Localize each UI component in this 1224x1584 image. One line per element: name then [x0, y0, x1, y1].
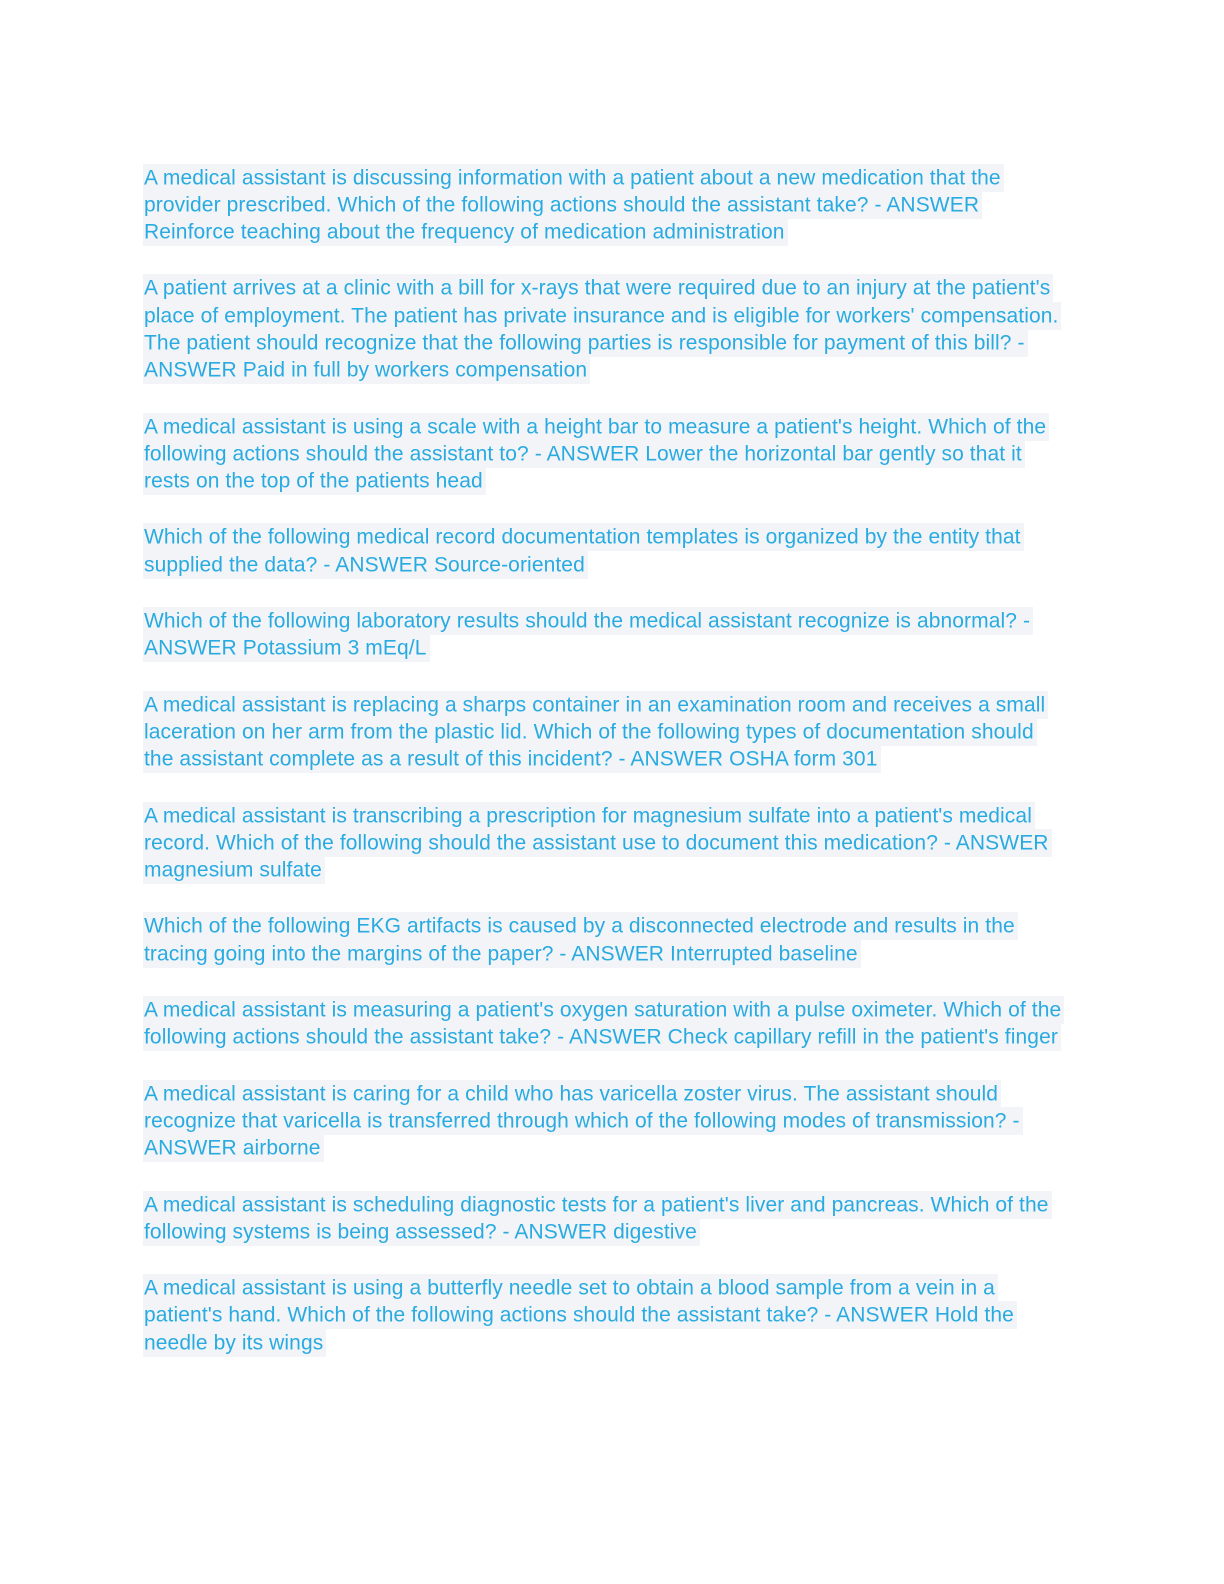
qa-text: A medical assistant is using a butterfly needle set to obtain a blood sample from a vein in a patient's hand. Which of the following actions should the assistant take? - ANSWER Hold the needle by its wings: [143, 1274, 1017, 1357]
qa-text: A medical assistant is scheduling diagnostic tests for a patient's liver and pancreas. Which of the following systems is being assessed? - ANSWER digestive: [143, 1191, 1052, 1246]
qa-paragraph: [143, 691, 1065, 773]
qa-text: A medical assistant is using a scale with a height bar to measure a patient's height. Which of the following actions should the assistant to? - ANSWER Lower the horizontal bar gently so that it rests on the top of the patients head: [143, 413, 1049, 496]
qa-paragraph: [143, 802, 1065, 884]
qa-paragraph: [143, 1080, 1065, 1162]
qa-paragraph: [143, 275, 1065, 384]
qa-text: Which of the following EKG artifacts is caused by a disconnected electrode and results in the tracing going into the margins of the paper? - ANSWER Interrupted baseline: [143, 912, 1018, 967]
qa-paragraph: [143, 1275, 1065, 1357]
qa-paragraph: [143, 997, 1065, 1052]
qa-text: A patient arrives at a clinic with a bill for x-rays that were required due to an injury at the patient's place of employment. The patient has private insurance and is eligible for workers' compensation. The patient should recognize that the following parties is responsible for payment of this bill? - ANSWER Paid in full by workers compensation: [143, 274, 1061, 384]
qa-text: A medical assistant is measuring a patient's oxygen saturation with a pulse oximeter. Which of the following actions should the assistant take? - ANSWER Check capillary refill in the patient's finger: [143, 996, 1064, 1051]
qa-text: Which of the following medical record documentation templates is organized by the entity that supplied the data? - ANSWER Source-oriented: [143, 523, 1024, 578]
qa-text: A medical assistant is discussing information with a patient about a new medication that the provider prescribed. Which of the following actions should the assistant take? - ANSWER Reinforce teaching about the frequency of medication administration: [143, 164, 1004, 247]
qa-paragraph: [143, 164, 1065, 246]
qa-text: A medical assistant is transcribing a prescription for magnesium sulfate into a patient's medical record. Which of the following should the assistant use to document this medication? - ANSWER magnesium sulfate: [143, 802, 1052, 885]
qa-paragraph: [143, 1191, 1065, 1246]
qa-paragraph: [143, 608, 1065, 663]
qa-text: Which of the following laboratory results should the medical assistant recognize is abnormal? - ANSWER Potassium 3 mEq/L: [143, 607, 1033, 662]
qa-paragraph: [143, 524, 1065, 579]
qa-text: A medical assistant is caring for a child who has varicella zoster virus. The assistant should recognize that varicella is transferred through which of the following modes of transmission? - ANSWER airborne: [143, 1080, 1023, 1163]
qa-paragraph: [143, 913, 1065, 968]
qa-paragraph: [143, 413, 1065, 495]
qa-text: A medical assistant is replacing a sharps container in an examination room and receives a small laceration on her arm from the plastic lid. Which of the following types of documentation should the assistant complete as a result of this incident? - ANSWER OSHA form 301: [143, 691, 1048, 774]
